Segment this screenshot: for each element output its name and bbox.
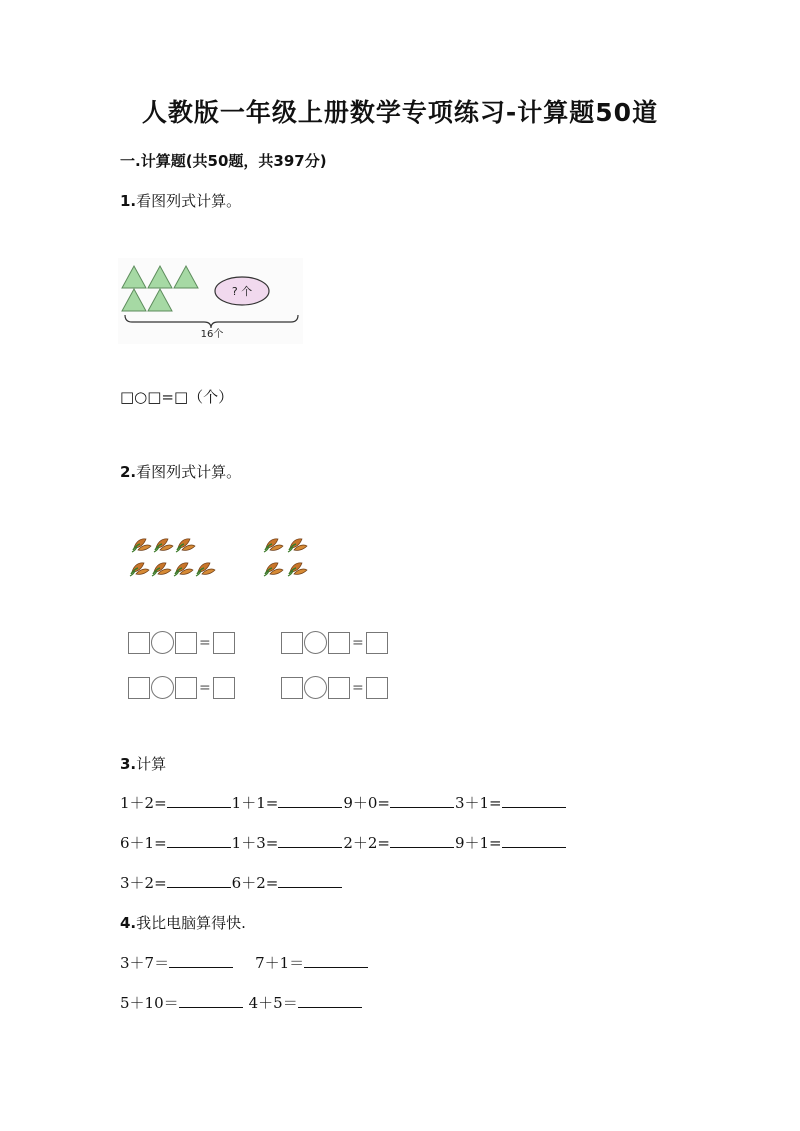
equation: 3＋1=	[454, 794, 502, 812]
question-1	[120, 190, 241, 211]
question-2	[120, 461, 241, 482]
operator-circle[interactable]	[151, 676, 174, 699]
answer-blank[interactable]	[179, 993, 243, 1008]
leaf-icon	[174, 563, 193, 576]
triangle-shape	[174, 266, 198, 288]
equation: 7＋1＝	[255, 954, 305, 972]
answer-blank[interactable]	[278, 873, 342, 888]
answer-box[interactable]	[213, 632, 235, 654]
equation: 9＋1=	[454, 834, 502, 852]
answer-blank[interactable]	[390, 793, 454, 808]
answer-blank[interactable]	[278, 833, 342, 848]
leaf-group-left	[130, 539, 215, 576]
page-title: 人教版一年级上册数学专项练习-计算题50道	[141, 98, 659, 127]
q1-answer-template: □○□=□（个）	[120, 388, 234, 406]
equation-row	[120, 872, 343, 893]
equation-boxes	[281, 676, 388, 699]
leaf-icon	[130, 563, 149, 576]
triangle-shape	[122, 266, 146, 288]
operator-circle[interactable]	[304, 631, 327, 654]
triangles-figure	[118, 258, 303, 344]
answer-blank[interactable]	[167, 833, 231, 848]
equation: 2＋2=	[343, 834, 390, 852]
answer-blank[interactable]	[169, 953, 233, 968]
operator-circle[interactable]	[304, 676, 327, 699]
answer-box[interactable]	[213, 677, 235, 699]
equation: 1＋1=	[231, 794, 279, 812]
triangles-illustration	[118, 258, 303, 344]
triangle-shape	[148, 266, 172, 288]
answer-box[interactable]	[281, 632, 303, 654]
answer-blank[interactable]	[390, 833, 454, 848]
answer-box[interactable]	[175, 632, 197, 654]
answer-box[interactable]	[366, 677, 388, 699]
equals-sign-icon: =	[352, 679, 364, 696]
question-text: 计算	[136, 755, 167, 773]
answer-box[interactable]	[128, 632, 150, 654]
answer-box[interactable]	[328, 632, 350, 654]
triangle-shape	[148, 289, 172, 311]
total-label: 16个	[200, 329, 224, 340]
leaf-icon	[288, 563, 307, 576]
equation-row	[120, 792, 567, 813]
answer-blank[interactable]	[298, 993, 362, 1008]
answer-box[interactable]	[281, 677, 303, 699]
leaves-illustration	[126, 532, 326, 584]
answer-blank[interactable]	[278, 793, 342, 808]
question-number: 1.	[120, 192, 137, 210]
leaf-icon	[196, 563, 215, 576]
equation: 6＋1=	[120, 834, 167, 852]
leaf-icon	[132, 539, 151, 552]
bubble-label: ? 个	[231, 285, 253, 298]
question-4	[120, 912, 246, 933]
equation: 1＋2=	[120, 794, 167, 812]
equation-row	[120, 992, 363, 1013]
operator-circle[interactable]	[151, 631, 174, 654]
question-3	[120, 753, 166, 774]
equation: 5＋10＝	[120, 994, 179, 1012]
answer-box[interactable]	[175, 677, 197, 699]
equation-boxes	[281, 631, 388, 654]
equation: 3＋7＝	[120, 954, 170, 972]
question-number: 2.	[120, 463, 137, 481]
equation-boxes	[128, 631, 235, 654]
leaf-icon	[152, 563, 171, 576]
equation-boxes	[128, 676, 235, 699]
question-number: 4.	[120, 914, 137, 932]
triangle-shape	[122, 289, 146, 311]
answer-blank[interactable]	[167, 873, 231, 888]
answer-blank[interactable]	[502, 793, 566, 808]
equation-row	[120, 952, 369, 973]
equals-sign-icon: =	[199, 679, 211, 696]
answer-box[interactable]	[128, 677, 150, 699]
leaf-group-right	[264, 539, 307, 576]
answer-blank[interactable]	[167, 793, 231, 808]
leaf-icon	[154, 539, 173, 552]
equation: 1＋3=	[231, 834, 279, 852]
question-text: 看图列式计算。	[136, 463, 242, 481]
equation: 9＋0=	[343, 794, 390, 812]
leaf-icon	[288, 539, 307, 552]
leaf-icon	[264, 539, 283, 552]
leaf-icon	[264, 563, 283, 576]
answer-blank[interactable]	[304, 953, 368, 968]
equals-sign-icon: =	[199, 634, 211, 651]
equation: 6＋2=	[231, 874, 279, 892]
answer-box[interactable]	[366, 632, 388, 654]
question-number: 3.	[120, 755, 137, 773]
equation-row	[120, 832, 567, 853]
answer-box[interactable]	[328, 677, 350, 699]
equals-sign-icon: =	[352, 634, 364, 651]
leaf-icon	[176, 539, 195, 552]
question-text: 看图列式计算。	[136, 192, 242, 210]
question-text: 我比电脑算得快.	[136, 914, 246, 932]
equation: 4＋5＝	[248, 994, 298, 1012]
answer-blank[interactable]	[502, 833, 566, 848]
total-brace	[125, 315, 298, 328]
section-heading: 一.计算题(共50题，共397分)	[120, 152, 327, 170]
equation: 3＋2=	[120, 874, 167, 892]
